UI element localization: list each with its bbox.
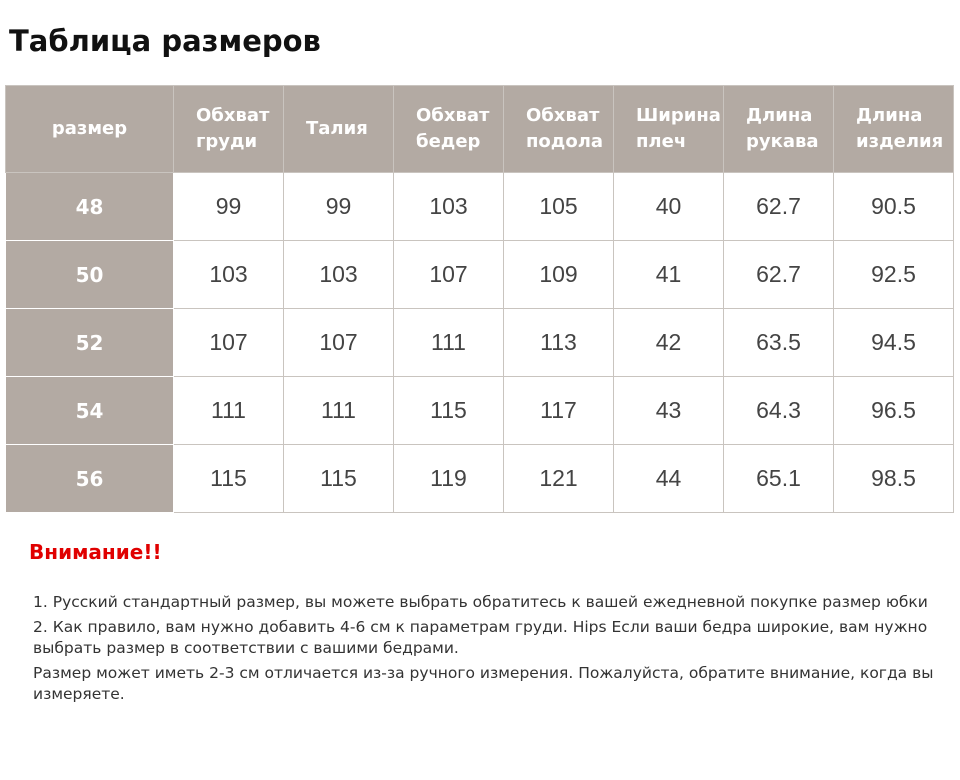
table-cell: 103: [284, 241, 394, 309]
column-header-chest: Обхват груди: [174, 86, 284, 173]
row-size-label: 54: [6, 377, 174, 445]
table-row: [6, 445, 954, 513]
column-header-hips: Обхват бедер: [394, 86, 504, 173]
warning-label: Внимание!!: [29, 540, 162, 564]
note-item-3: Размер может иметь 2-3 см отличается из-за ручного измерения. Пожалуйста, обратите внимание, когда вы измеряете.: [33, 664, 934, 703]
note-item-2: 2. Как правило, вам нужно добавить 4-6 см к параметрам груди. Hips Если ваши бедра широкие, вам нужно выбрать размер в соответствии с вашими бедрами.: [33, 618, 928, 657]
table-row: [6, 173, 954, 241]
table-cell: 121: [504, 445, 614, 513]
table-cell: 111: [174, 377, 284, 445]
row-size-label: 50: [6, 241, 174, 309]
table-cell: 103: [174, 241, 284, 309]
table-cell: 40: [614, 173, 724, 241]
table-cell: 64.3: [724, 377, 834, 445]
table-header-row: [6, 86, 954, 173]
table-cell: 107: [284, 309, 394, 377]
table-cell: 117: [504, 377, 614, 445]
table-cell: 107: [394, 241, 504, 309]
table-row: [6, 241, 954, 309]
table-row: [6, 377, 954, 445]
column-header-shoulder: Ширина плеч: [614, 86, 724, 173]
note-item-1: 1. Русский стандартный размер, вы можете выбрать обратитесь к вашей ежедневной покупке размер юбки: [33, 593, 928, 611]
table-cell: 111: [284, 377, 394, 445]
table-cell: 115: [394, 377, 504, 445]
row-size-label: 52: [6, 309, 174, 377]
table-cell: 94.5: [834, 309, 954, 377]
table-cell: 41: [614, 241, 724, 309]
table-cell: 99: [284, 173, 394, 241]
table-cell: 44: [614, 445, 724, 513]
table-cell: 90.5: [834, 173, 954, 241]
table-cell: 62.7: [724, 241, 834, 309]
page-title: Таблица размеров: [9, 24, 321, 58]
size-table: [5, 85, 954, 513]
row-size-label: 48: [6, 173, 174, 241]
table-cell: 62.7: [724, 173, 834, 241]
column-header-length: Длина изделия: [834, 86, 954, 173]
column-header-sleeve: Длина рукава: [724, 86, 834, 173]
table-cell: 103: [394, 173, 504, 241]
table-cell: 115: [174, 445, 284, 513]
table-row: [6, 309, 954, 377]
table-cell: 98.5: [834, 445, 954, 513]
table-cell: 115: [284, 445, 394, 513]
table-cell: 65.1: [724, 445, 834, 513]
column-header-size: размер: [6, 86, 174, 173]
table-cell: 113: [504, 309, 614, 377]
row-size-label: 56: [6, 445, 174, 513]
table-cell: 111: [394, 309, 504, 377]
table-cell: 42: [614, 309, 724, 377]
table-cell: 43: [614, 377, 724, 445]
table-cell: 63.5: [724, 309, 834, 377]
table-cell: 119: [394, 445, 504, 513]
table-cell: 105: [504, 173, 614, 241]
column-header-waist: Талия: [284, 86, 394, 173]
table-cell: 99: [174, 173, 284, 241]
table-cell: 92.5: [834, 241, 954, 309]
notes-block: [33, 592, 938, 709]
table-cell: 107: [174, 309, 284, 377]
table-cell: 96.5: [834, 377, 954, 445]
table-cell: 109: [504, 241, 614, 309]
column-header-hem: Обхват подола: [504, 86, 614, 173]
